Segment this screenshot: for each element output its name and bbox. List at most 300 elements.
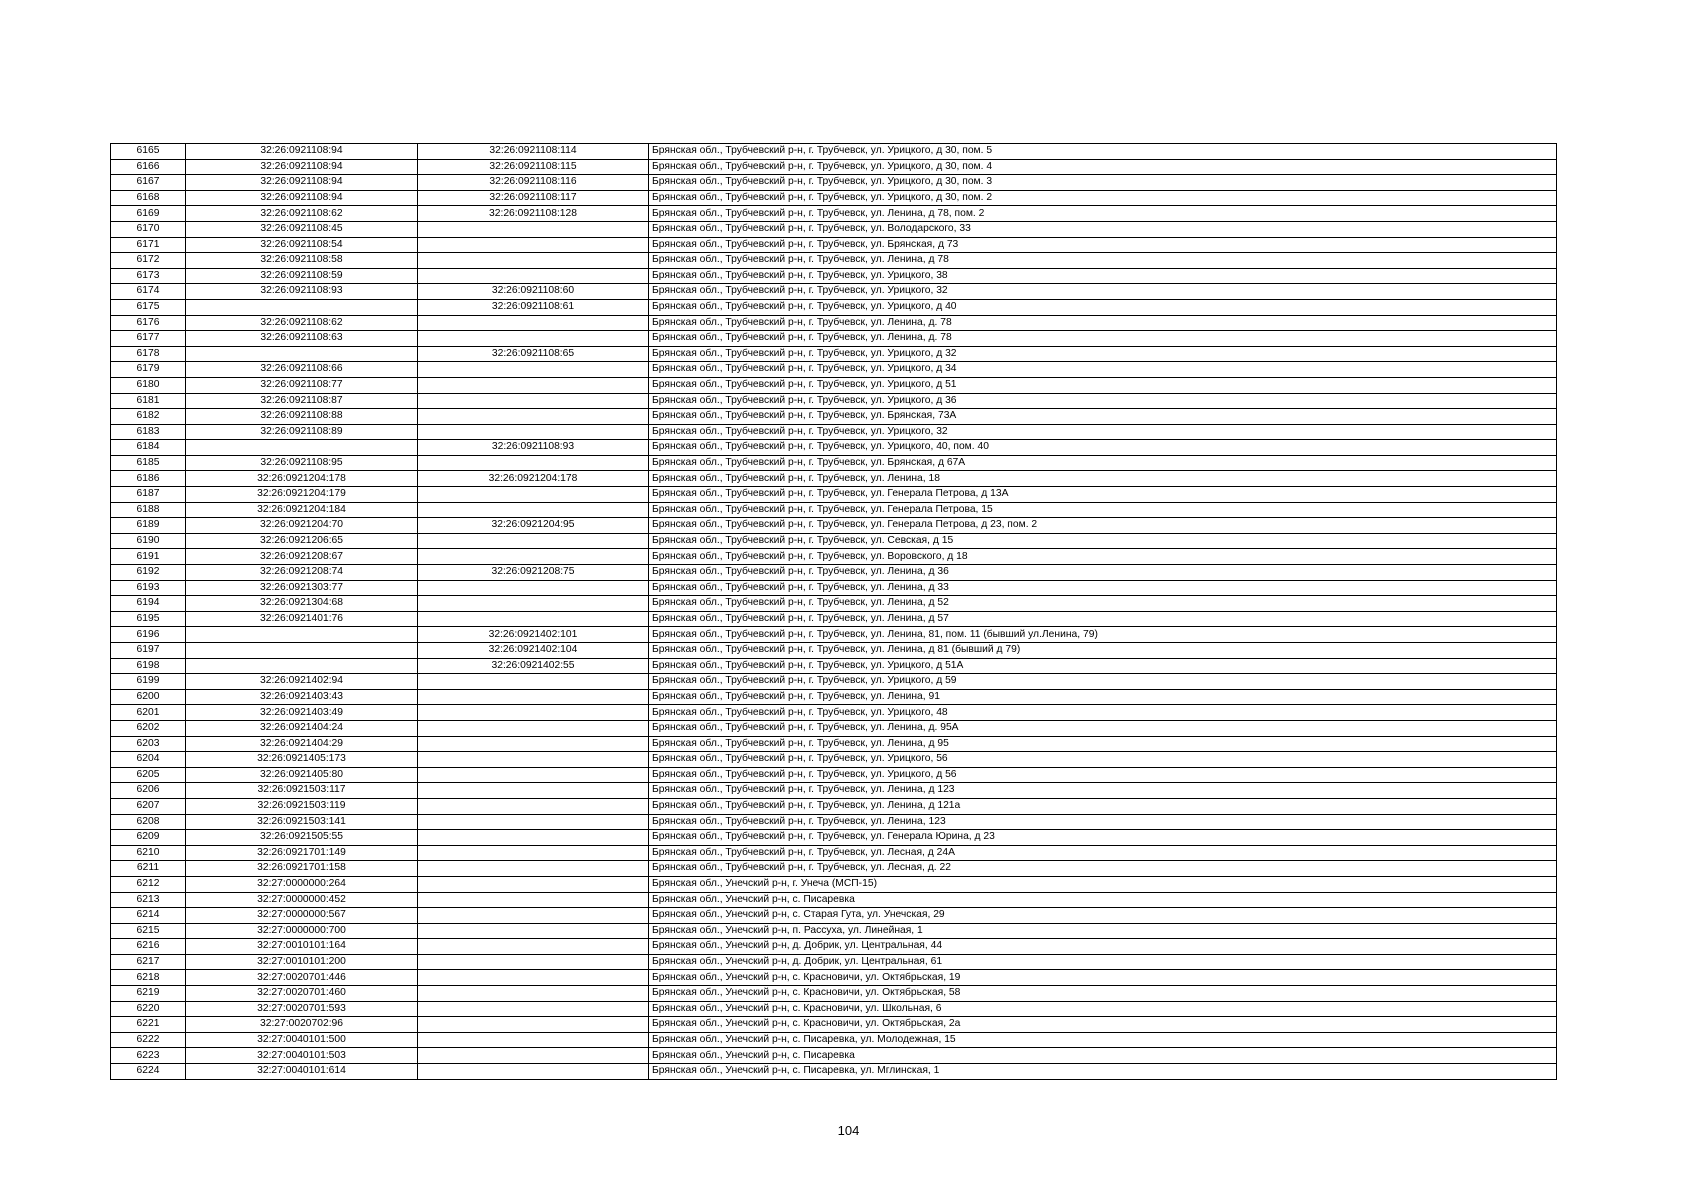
- address-cell: Брянская обл., Унечский р-н, с. Красновичи, ул. Школьная, 6: [649, 1001, 1557, 1017]
- related-cadastral-number-cell: [418, 689, 649, 705]
- cadastral-number-cell: 32:27:0040101:500: [186, 1032, 418, 1048]
- table-row: [111, 1064, 1557, 1080]
- table-row: [111, 643, 1557, 659]
- related-cadastral-number-cell: [418, 939, 649, 955]
- row-number-cell: 6207: [111, 798, 186, 814]
- cadastral-number-cell: 32:26:0921108:59: [186, 268, 418, 284]
- related-cadastral-number-cell: [418, 783, 649, 799]
- address-cell: Брянская обл., Унечский р-н, с. Красновичи, ул. Октябрьская, 19: [649, 970, 1557, 986]
- cadastral-number-cell: 32:26:0921108:87: [186, 393, 418, 409]
- cadastral-number-cell: 32:27:0020701:593: [186, 1001, 418, 1017]
- row-number-cell: 6215: [111, 923, 186, 939]
- cadastral-number-cell: 32:26:0921108:94: [186, 190, 418, 206]
- address-cell: Брянская обл., Трубчевский р-н, г. Трубчевск, ул. Урицкого, д 32: [649, 346, 1557, 362]
- related-cadastral-number-cell: [418, 752, 649, 768]
- table-row: [111, 518, 1557, 534]
- table-row: [111, 908, 1557, 924]
- table-row: [111, 767, 1557, 783]
- related-cadastral-number-cell: [418, 1048, 649, 1064]
- related-cadastral-number-cell: [418, 954, 649, 970]
- table-row: [111, 565, 1557, 581]
- row-number-cell: 6167: [111, 175, 186, 191]
- table-row: [111, 331, 1557, 347]
- cadastral-number-cell: [186, 299, 418, 315]
- table-row: [111, 377, 1557, 393]
- row-number-cell: 6176: [111, 315, 186, 331]
- table-row: [111, 346, 1557, 362]
- row-number-cell: 6208: [111, 814, 186, 830]
- table-row: [111, 455, 1557, 471]
- row-number-cell: 6170: [111, 221, 186, 237]
- table-row: [111, 939, 1557, 955]
- row-number-cell: 6192: [111, 565, 186, 581]
- table-row: [111, 705, 1557, 721]
- cadastral-number-cell: 32:26:0921403:43: [186, 689, 418, 705]
- address-cell: Брянская обл., Трубчевский р-н, г. Трубчевск, ул. Ленина, д 95: [649, 736, 1557, 752]
- address-cell: Брянская обл., Унечский р-н, с. Писаревка: [649, 892, 1557, 908]
- address-cell: Брянская обл., Трубчевский р-н, г. Трубчевск, ул. Ленина, д. 78: [649, 331, 1557, 347]
- related-cadastral-number-cell: [418, 580, 649, 596]
- address-cell: Брянская обл., Унечский р-н, с. Писаревка, ул. Молодежная, 15: [649, 1032, 1557, 1048]
- address-cell: Брянская обл., Трубчевский р-н, г. Трубчевск, ул. Урицкого, 38: [649, 268, 1557, 284]
- row-number-cell: 6184: [111, 440, 186, 456]
- related-cadastral-number-cell: 32:26:0921208:75: [418, 565, 649, 581]
- cadastral-number-cell: 32:26:0921108:95: [186, 455, 418, 471]
- address-cell: Брянская обл., Трубчевский р-н, г. Трубчевск, ул. Урицкого, д 30, пом. 2: [649, 190, 1557, 206]
- cadastral-number-cell: [186, 658, 418, 674]
- address-cell: Брянская обл., Трубчевский р-н, г. Трубчевск, ул. Ленина, д 52: [649, 596, 1557, 612]
- cadastral-number-cell: [186, 627, 418, 643]
- row-number-cell: 6174: [111, 284, 186, 300]
- row-number-cell: 6202: [111, 720, 186, 736]
- cadastral-number-cell: 32:26:0921208:67: [186, 549, 418, 565]
- address-cell: Брянская обл., Трубчевский р-н, г. Трубчевск, ул. Ленина, д 33: [649, 580, 1557, 596]
- row-number-cell: 6172: [111, 253, 186, 269]
- related-cadastral-number-cell: [418, 674, 649, 690]
- table-row: [111, 440, 1557, 456]
- cadastral-number-cell: 32:26:0921204:178: [186, 471, 418, 487]
- related-cadastral-number-cell: [418, 268, 649, 284]
- row-number-cell: 6187: [111, 487, 186, 503]
- row-number-cell: 6171: [111, 237, 186, 253]
- address-cell: Брянская обл., Трубчевский р-н, г. Трубчевск, ул. Брянская, д 73: [649, 237, 1557, 253]
- table-row: [111, 268, 1557, 284]
- page-number: 104: [837, 1123, 860, 1138]
- table-row: [111, 1048, 1557, 1064]
- address-cell: Брянская обл., Трубчевский р-н, г. Трубчевск, ул. Урицкого, д 34: [649, 362, 1557, 378]
- related-cadastral-number-cell: [418, 1064, 649, 1080]
- cadastral-number-cell: 32:26:0921204:70: [186, 518, 418, 534]
- table-row: [111, 424, 1557, 440]
- registry-table: [110, 143, 1557, 1080]
- table-row: [111, 190, 1557, 206]
- address-cell: Брянская обл., Трубчевский р-н, г. Трубчевск, ул. Ленина, 18: [649, 471, 1557, 487]
- address-cell: Брянская обл., Трубчевский р-н, г. Трубчевск, ул. Ленина, д 81 (бывший д 79): [649, 643, 1557, 659]
- cadastral-number-cell: 32:27:0040101:614: [186, 1064, 418, 1080]
- cadastral-number-cell: 32:27:0000000:567: [186, 908, 418, 924]
- cadastral-number-cell: 32:27:0010101:200: [186, 954, 418, 970]
- row-number-cell: 6206: [111, 783, 186, 799]
- row-number-cell: 6201: [111, 705, 186, 721]
- row-number-cell: 6193: [111, 580, 186, 596]
- related-cadastral-number-cell: [418, 876, 649, 892]
- address-cell: Брянская обл., Трубчевский р-н, г. Трубчевск, ул. Ленина, д 57: [649, 611, 1557, 627]
- related-cadastral-number-cell: [418, 830, 649, 846]
- related-cadastral-number-cell: [418, 362, 649, 378]
- cadastral-number-cell: 32:26:0921108:45: [186, 221, 418, 237]
- row-number-cell: 6189: [111, 518, 186, 534]
- table-row: [111, 611, 1557, 627]
- row-number-cell: 6191: [111, 549, 186, 565]
- cadastral-number-cell: 32:26:0921402:94: [186, 674, 418, 690]
- registry-table-body: [111, 144, 1557, 1080]
- cadastral-number-cell: 32:26:0921401:76: [186, 611, 418, 627]
- address-cell: Брянская обл., Унечский р-н, с. Писаревка: [649, 1048, 1557, 1064]
- address-cell: Брянская обл., Унечский р-н, д. Добрик, ул. Центральная, 44: [649, 939, 1557, 955]
- address-cell: Брянская обл., Трубчевский р-н, г. Трубчевск, ул. Брянская, 73А: [649, 409, 1557, 425]
- related-cadastral-number-cell: [418, 315, 649, 331]
- table-row: [111, 845, 1557, 861]
- table-row: [111, 720, 1557, 736]
- row-number-cell: 6219: [111, 986, 186, 1002]
- row-number-cell: 6181: [111, 393, 186, 409]
- address-cell: Брянская обл., Трубчевский р-н, г. Трубчевск, ул. Урицкого, 32: [649, 284, 1557, 300]
- table-row: [111, 253, 1557, 269]
- cadastral-number-cell: 32:26:0921108:62: [186, 315, 418, 331]
- row-number-cell: 6186: [111, 471, 186, 487]
- table-row: [111, 892, 1557, 908]
- cadastral-number-cell: 32:26:0921204:179: [186, 487, 418, 503]
- address-cell: Брянская обл., Трубчевский р-н, г. Трубчевск, ул. Урицкого, 32: [649, 424, 1557, 440]
- address-cell: Брянская обл., Трубчевский р-н, г. Трубчевск, ул. Лесная, д 24А: [649, 845, 1557, 861]
- table-row: [111, 1001, 1557, 1017]
- cadastral-number-cell: 32:26:0921206:65: [186, 533, 418, 549]
- related-cadastral-number-cell: [418, 986, 649, 1002]
- row-number-cell: 6183: [111, 424, 186, 440]
- table-row: [111, 175, 1557, 191]
- address-cell: Брянская обл., Трубчевский р-н, г. Трубчевск, ул. Ленина, д 78: [649, 253, 1557, 269]
- related-cadastral-number-cell: [418, 611, 649, 627]
- row-number-cell: 6173: [111, 268, 186, 284]
- related-cadastral-number-cell: 32:26:0921402:55: [418, 658, 649, 674]
- table-row: [111, 596, 1557, 612]
- address-cell: Брянская обл., Унечский р-н, п. Рассуха, ул. Линейная, 1: [649, 923, 1557, 939]
- cadastral-number-cell: 32:27:0000000:264: [186, 876, 418, 892]
- related-cadastral-number-cell: [418, 409, 649, 425]
- cadastral-number-cell: 32:27:0020702:96: [186, 1017, 418, 1033]
- table-row: [111, 237, 1557, 253]
- table-row: [111, 876, 1557, 892]
- cadastral-number-cell: 32:26:0921108:94: [186, 144, 418, 160]
- row-number-cell: 6212: [111, 876, 186, 892]
- related-cadastral-number-cell: [418, 1017, 649, 1033]
- cadastral-number-cell: 32:26:0921108:94: [186, 175, 418, 191]
- row-number-cell: 6182: [111, 409, 186, 425]
- table-row: [111, 409, 1557, 425]
- cadastral-number-cell: 32:27:0040101:503: [186, 1048, 418, 1064]
- cadastral-number-cell: 32:26:0921108:93: [186, 284, 418, 300]
- related-cadastral-number-cell: 32:26:0921108:65: [418, 346, 649, 362]
- address-cell: Брянская обл., Трубчевский р-н, г. Трубчевск, ул. Ленина, д 78, пом. 2: [649, 206, 1557, 222]
- row-number-cell: 6195: [111, 611, 186, 627]
- related-cadastral-number-cell: [418, 331, 649, 347]
- address-cell: Брянская обл., Трубчевский р-н, г. Трубчевск, ул. Ленина, д. 78: [649, 315, 1557, 331]
- address-cell: Брянская обл., Трубчевский р-н, г. Трубчевск, ул. Ленина, 91: [649, 689, 1557, 705]
- related-cadastral-number-cell: [418, 705, 649, 721]
- related-cadastral-number-cell: 32:26:0921108:117: [418, 190, 649, 206]
- table-row: [111, 752, 1557, 768]
- cadastral-number-cell: 32:26:0921404:29: [186, 736, 418, 752]
- row-number-cell: 6196: [111, 627, 186, 643]
- cadastral-number-cell: 32:27:0000000:700: [186, 923, 418, 939]
- address-cell: Брянская обл., Трубчевский р-н, г. Трубчевск, ул. Урицкого, д 59: [649, 674, 1557, 690]
- related-cadastral-number-cell: [418, 253, 649, 269]
- address-cell: Брянская обл., Трубчевский р-н, г. Трубчевск, ул. Севская, д 15: [649, 533, 1557, 549]
- address-cell: Брянская обл., Трубчевский р-н, г. Трубчевск, ул. Урицкого, 40, пом. 40: [649, 440, 1557, 456]
- row-number-cell: 6190: [111, 533, 186, 549]
- row-number-cell: 6197: [111, 643, 186, 659]
- row-number-cell: 6166: [111, 159, 186, 175]
- cadastral-number-cell: 32:26:0921108:63: [186, 331, 418, 347]
- table-row: [111, 502, 1557, 518]
- related-cadastral-number-cell: [418, 814, 649, 830]
- address-cell: Брянская обл., Трубчевский р-н, г. Трубчевск, ул. Ленина, д. 95А: [649, 720, 1557, 736]
- row-number-cell: 6203: [111, 736, 186, 752]
- row-number-cell: 6214: [111, 908, 186, 924]
- row-number-cell: 6177: [111, 331, 186, 347]
- row-number-cell: 6175: [111, 299, 186, 315]
- row-number-cell: 6180: [111, 377, 186, 393]
- row-number-cell: 6223: [111, 1048, 186, 1064]
- related-cadastral-number-cell: 32:26:0921108:128: [418, 206, 649, 222]
- cadastral-number-cell: 32:26:0921108:58: [186, 253, 418, 269]
- related-cadastral-number-cell: [418, 237, 649, 253]
- related-cadastral-number-cell: 32:26:0921402:101: [418, 627, 649, 643]
- cadastral-number-cell: 32:26:0921108:89: [186, 424, 418, 440]
- address-cell: Брянская обл., Трубчевский р-н, г. Трубчевск, ул. Урицкого, д 56: [649, 767, 1557, 783]
- cadastral-number-cell: 32:26:0921503:117: [186, 783, 418, 799]
- address-cell: Брянская обл., Трубчевский р-н, г. Трубчевск, ул. Генерала Юрина, д 23: [649, 830, 1557, 846]
- row-number-cell: 6217: [111, 954, 186, 970]
- address-cell: Брянская обл., Трубчевский р-н, г. Трубчевск, ул. Ленина, д 121а: [649, 798, 1557, 814]
- cadastral-number-cell: 32:26:0921505:55: [186, 830, 418, 846]
- row-number-cell: 6178: [111, 346, 186, 362]
- related-cadastral-number-cell: 32:26:0921108:61: [418, 299, 649, 315]
- cadastral-number-cell: 32:26:0921108:88: [186, 409, 418, 425]
- cadastral-number-cell: 32:26:0921303:77: [186, 580, 418, 596]
- address-cell: Брянская обл., Трубчевский р-н, г. Трубчевск, ул. Ленина, д 123: [649, 783, 1557, 799]
- table-row: [111, 393, 1557, 409]
- related-cadastral-number-cell: [418, 970, 649, 986]
- row-number-cell: 6209: [111, 830, 186, 846]
- address-cell: Брянская обл., Трубчевский р-н, г. Трубчевск, ул. Урицкого, д 51А: [649, 658, 1557, 674]
- cadastral-number-cell: 32:26:0921208:74: [186, 565, 418, 581]
- cadastral-number-cell: 32:26:0921304:68: [186, 596, 418, 612]
- address-cell: Брянская обл., Трубчевский р-н, г. Трубчевск, ул. Урицкого, 48: [649, 705, 1557, 721]
- address-cell: Брянская обл., Унечский р-н, с. Красновичи, ул. Октябрьская, 2а: [649, 1017, 1557, 1033]
- cadastral-number-cell: [186, 643, 418, 659]
- row-number-cell: 6220: [111, 1001, 186, 1017]
- related-cadastral-number-cell: [418, 596, 649, 612]
- related-cadastral-number-cell: [418, 1032, 649, 1048]
- related-cadastral-number-cell: 32:26:0921108:115: [418, 159, 649, 175]
- table-row: [111, 144, 1557, 160]
- table-row: [111, 284, 1557, 300]
- cadastral-number-cell: [186, 440, 418, 456]
- address-cell: Брянская обл., Унечский р-н, с. Писаревка, ул. Мглинская, 1: [649, 1064, 1557, 1080]
- address-cell: Брянская обл., Трубчевский р-н, г. Трубчевск, ул. Лесная, д. 22: [649, 861, 1557, 877]
- table-row: [111, 814, 1557, 830]
- row-number-cell: 6194: [111, 596, 186, 612]
- row-number-cell: 6204: [111, 752, 186, 768]
- table-row: [111, 658, 1557, 674]
- address-cell: Брянская обл., Трубчевский р-н, г. Трубчевск, ул. Воровского, д 18: [649, 549, 1557, 565]
- related-cadastral-number-cell: [418, 923, 649, 939]
- table-row: [111, 206, 1557, 222]
- table-row: [111, 362, 1557, 378]
- row-number-cell: 6222: [111, 1032, 186, 1048]
- address-cell: Брянская обл., Трубчевский р-н, г. Трубчевск, ул. Володарского, 33: [649, 221, 1557, 237]
- table-row: [111, 861, 1557, 877]
- address-cell: Брянская обл., Унечский р-н, д. Добрик, ул. Центральная, 61: [649, 954, 1557, 970]
- table-row: [111, 580, 1557, 596]
- cadastral-number-cell: 32:26:0921405:173: [186, 752, 418, 768]
- row-number-cell: 6200: [111, 689, 186, 705]
- related-cadastral-number-cell: [418, 455, 649, 471]
- address-cell: Брянская обл., Трубчевский р-н, г. Трубчевск, ул. Генерала Петрова, д 23, пом. 2: [649, 518, 1557, 534]
- table-row: [111, 970, 1557, 986]
- cadastral-number-cell: 32:26:0921701:149: [186, 845, 418, 861]
- table-row: [111, 549, 1557, 565]
- address-cell: Брянская обл., Трубчевский р-н, г. Трубчевск, ул. Ленина, д 36: [649, 565, 1557, 581]
- table-row: [111, 689, 1557, 705]
- related-cadastral-number-cell: 32:26:0921108:60: [418, 284, 649, 300]
- table-row: [111, 674, 1557, 690]
- address-cell: Брянская обл., Унечский р-н, с. Старая Гута, ул. Унечская, 29: [649, 908, 1557, 924]
- address-cell: Брянская обл., Трубчевский р-н, г. Трубчевск, ул. Урицкого, д 30, пом. 4: [649, 159, 1557, 175]
- cadastral-number-cell: 32:26:0921701:158: [186, 861, 418, 877]
- related-cadastral-number-cell: [418, 549, 649, 565]
- address-cell: Брянская обл., Трубчевский р-н, г. Трубчевск, ул. Урицкого, д 36: [649, 393, 1557, 409]
- table-row: [111, 986, 1557, 1002]
- row-number-cell: 6218: [111, 970, 186, 986]
- related-cadastral-number-cell: [418, 861, 649, 877]
- row-number-cell: 6198: [111, 658, 186, 674]
- row-number-cell: 6205: [111, 767, 186, 783]
- table-row: [111, 736, 1557, 752]
- related-cadastral-number-cell: 32:26:0921204:95: [418, 518, 649, 534]
- address-cell: Брянская обл., Унечский р-н, с. Красновичи, ул. Октябрьская, 58: [649, 986, 1557, 1002]
- related-cadastral-number-cell: [418, 845, 649, 861]
- related-cadastral-number-cell: 32:26:0921402:104: [418, 643, 649, 659]
- table-row: [111, 1017, 1557, 1033]
- related-cadastral-number-cell: [418, 908, 649, 924]
- related-cadastral-number-cell: [418, 502, 649, 518]
- related-cadastral-number-cell: [418, 767, 649, 783]
- related-cadastral-number-cell: [418, 424, 649, 440]
- address-cell: Брянская обл., Трубчевский р-н, г. Трубчевск, ул. Урицкого, д 40: [649, 299, 1557, 315]
- related-cadastral-number-cell: 32:26:0921204:178: [418, 471, 649, 487]
- related-cadastral-number-cell: [418, 892, 649, 908]
- row-number-cell: 6213: [111, 892, 186, 908]
- row-number-cell: 6199: [111, 674, 186, 690]
- table-row: [111, 954, 1557, 970]
- related-cadastral-number-cell: [418, 720, 649, 736]
- address-cell: Брянская обл., Трубчевский р-н, г. Трубчевск, ул. Генерала Петрова, 15: [649, 502, 1557, 518]
- row-number-cell: 6211: [111, 861, 186, 877]
- table-row: [111, 1032, 1557, 1048]
- related-cadastral-number-cell: [418, 377, 649, 393]
- row-number-cell: 6185: [111, 455, 186, 471]
- related-cadastral-number-cell: [418, 736, 649, 752]
- cadastral-number-cell: 32:27:0020701:460: [186, 986, 418, 1002]
- row-number-cell: 6224: [111, 1064, 186, 1080]
- row-number-cell: 6216: [111, 939, 186, 955]
- address-cell: Брянская обл., Унечский р-н, г. Унеча (МСП-15): [649, 876, 1557, 892]
- cadastral-number-cell: 32:27:0000000:452: [186, 892, 418, 908]
- related-cadastral-number-cell: [418, 221, 649, 237]
- related-cadastral-number-cell: 32:26:0921108:93: [418, 440, 649, 456]
- cadastral-number-cell: 32:26:0921108:77: [186, 377, 418, 393]
- row-number-cell: 6179: [111, 362, 186, 378]
- cadastral-number-cell: 32:26:0921503:119: [186, 798, 418, 814]
- table-row: [111, 471, 1557, 487]
- address-cell: Брянская обл., Трубчевский р-н, г. Трубчевск, ул. Урицкого, д 30, пом. 5: [649, 144, 1557, 160]
- related-cadastral-number-cell: [418, 798, 649, 814]
- cadastral-number-cell: 32:26:0921404:24: [186, 720, 418, 736]
- address-cell: Брянская обл., Трубчевский р-н, г. Трубчевск, ул. Генерала Петрова, д 13А: [649, 487, 1557, 503]
- table-row: [111, 159, 1557, 175]
- address-cell: Брянская обл., Трубчевский р-н, г. Трубчевск, ул. Урицкого, д 30, пом. 3: [649, 175, 1557, 191]
- row-number-cell: 6168: [111, 190, 186, 206]
- table-row: [111, 830, 1557, 846]
- cadastral-number-cell: 32:27:0020701:446: [186, 970, 418, 986]
- address-cell: Брянская обл., Трубчевский р-н, г. Трубчевск, ул. Ленина, 123: [649, 814, 1557, 830]
- address-cell: Брянская обл., Трубчевский р-н, г. Трубчевск, ул. Брянская, д 67А: [649, 455, 1557, 471]
- table-row: [111, 627, 1557, 643]
- table-row: [111, 923, 1557, 939]
- related-cadastral-number-cell: [418, 1001, 649, 1017]
- row-number-cell: 6165: [111, 144, 186, 160]
- cadastral-number-cell: 32:26:0921503:141: [186, 814, 418, 830]
- cadastral-number-cell: 32:26:0921108:94: [186, 159, 418, 175]
- related-cadastral-number-cell: 32:26:0921108:116: [418, 175, 649, 191]
- row-number-cell: 6221: [111, 1017, 186, 1033]
- address-cell: Брянская обл., Трубчевский р-н, г. Трубчевск, ул. Урицкого, д 51: [649, 377, 1557, 393]
- address-cell: Брянская обл., Трубчевский р-н, г. Трубчевск, ул. Урицкого, 56: [649, 752, 1557, 768]
- cadastral-number-cell: 32:26:0921108:66: [186, 362, 418, 378]
- cadastral-number-cell: 32:26:0921108:54: [186, 237, 418, 253]
- related-cadastral-number-cell: [418, 487, 649, 503]
- cadastral-number-cell: 32:26:0921204:184: [186, 502, 418, 518]
- table-row: [111, 783, 1557, 799]
- cadastral-number-cell: 32:26:0921403:49: [186, 705, 418, 721]
- table-row: [111, 798, 1557, 814]
- row-number-cell: 6210: [111, 845, 186, 861]
- cadastral-number-cell: 32:27:0010101:164: [186, 939, 418, 955]
- cadastral-number-cell: 32:26:0921108:62: [186, 206, 418, 222]
- row-number-cell: 6188: [111, 502, 186, 518]
- related-cadastral-number-cell: [418, 533, 649, 549]
- cadastral-number-cell: 32:26:0921405:80: [186, 767, 418, 783]
- cadastral-number-cell: [186, 346, 418, 362]
- table-row: [111, 487, 1557, 503]
- row-number-cell: 6169: [111, 206, 186, 222]
- table-row: [111, 315, 1557, 331]
- related-cadastral-number-cell: [418, 393, 649, 409]
- table-row: [111, 221, 1557, 237]
- table-row: [111, 299, 1557, 315]
